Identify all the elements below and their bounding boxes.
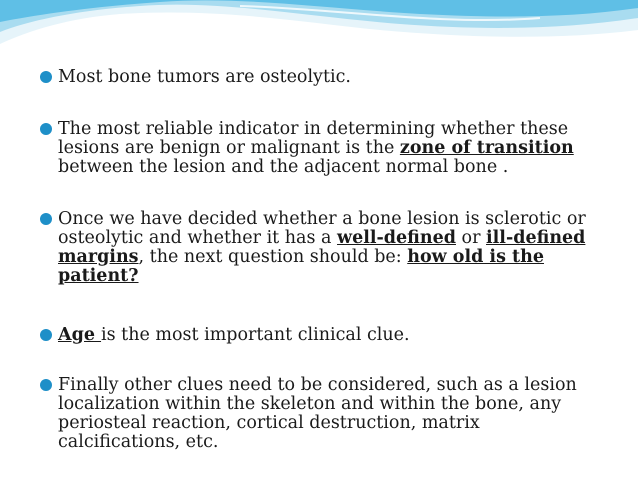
- bullet-icon: [40, 71, 52, 83]
- bullet-text: is the most important clinical clue.: [101, 325, 410, 345]
- emphasized-term: well-defined: [337, 228, 456, 248]
- bullet-item: [40, 210, 600, 286]
- bullet-icon: [40, 329, 52, 341]
- bullet-item: [40, 120, 600, 177]
- bullet-text: or: [455, 228, 487, 248]
- bullet-text: The most reliable indicator in determining whether these lesions are benign or malignant is the: [58, 119, 569, 158]
- bullet-item: [40, 376, 600, 452]
- bullet-text: Finally other clues need to be considered, such as a lesion localization within the skeleton and within the bone, any periosteal reaction, cortical destruction, matrix calcifications, etc.: [58, 375, 577, 452]
- bullet-text: Most bone tumors are osteolytic.: [58, 67, 351, 87]
- emphasized-term: zone of transition: [399, 138, 574, 158]
- bullet-icon: [40, 123, 52, 135]
- emphasized-term: ill-defined margins: [58, 228, 586, 267]
- emphasized-term: Age: [58, 325, 102, 345]
- bullet-text: Once we have decided whether a bone lesion is sclerotic or osteolytic and whether it has a: [58, 209, 586, 248]
- bullet-item: [40, 68, 351, 87]
- bullet-text: between the lesion and the adjacent normal bone .: [58, 157, 509, 177]
- bullet-text: , the next question should be:: [138, 247, 408, 267]
- bullet-item: [40, 326, 410, 345]
- bullet-icon: [40, 213, 52, 225]
- emphasized-term: how old is the patient?: [58, 247, 544, 286]
- bullet-icon: [40, 379, 52, 391]
